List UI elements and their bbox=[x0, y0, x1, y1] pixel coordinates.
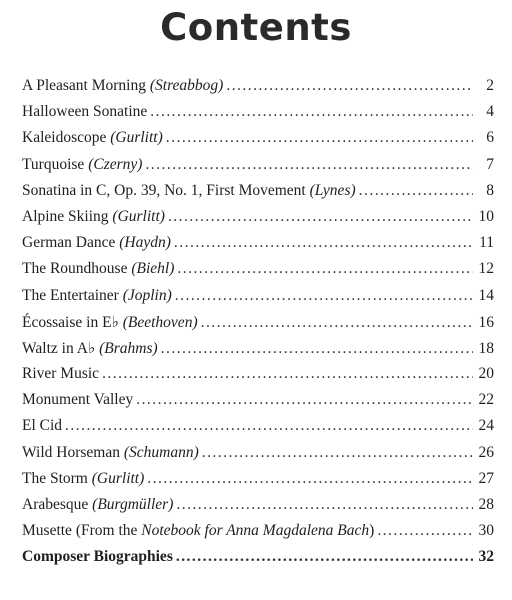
piece-title: A Pleasant Morning bbox=[22, 77, 146, 94]
page-number: 8 bbox=[486, 181, 494, 199]
table-of-contents bbox=[22, 77, 494, 575]
page-number: 14 bbox=[478, 286, 494, 304]
entry-title bbox=[22, 77, 223, 95]
piece-title: Sonatina in C, Op. 39, No. 1, First Movement bbox=[22, 181, 306, 199]
page-number: 7 bbox=[486, 155, 494, 173]
composer-name: (Brahms) bbox=[99, 339, 158, 357]
dot-leader bbox=[177, 260, 473, 278]
dot-leader bbox=[201, 314, 473, 332]
entry-title bbox=[22, 287, 172, 305]
composer-name: (Czerny) bbox=[88, 155, 143, 173]
entry-title bbox=[22, 417, 62, 435]
page-number: 28 bbox=[478, 496, 494, 513]
piece-title: The Entertainer bbox=[22, 286, 119, 304]
source-suffix: ) bbox=[369, 522, 375, 540]
page-title: Contents bbox=[160, 6, 352, 49]
entry-title bbox=[22, 208, 165, 226]
piece-title: Halloween Sonatine bbox=[22, 103, 148, 121]
entry-title bbox=[22, 182, 356, 200]
toc-entry bbox=[22, 522, 494, 548]
toc-entry bbox=[22, 77, 494, 103]
composer-name: (Haydn) bbox=[119, 234, 171, 252]
piece-title: Kaleidoscope bbox=[22, 129, 107, 147]
toc-entry bbox=[22, 260, 494, 286]
composer-name: (Lynes) bbox=[309, 181, 356, 199]
dot-leader bbox=[202, 444, 473, 462]
composer-name: (Burgmüller) bbox=[92, 496, 174, 513]
piece-title: River Music bbox=[22, 365, 100, 383]
toc-entry bbox=[22, 234, 494, 260]
dot-leader bbox=[174, 234, 473, 252]
dot-leader bbox=[176, 496, 473, 514]
page-number: 12 bbox=[478, 260, 494, 278]
piece-title: Wild Horseman bbox=[22, 443, 120, 461]
page-number: 10 bbox=[478, 207, 494, 225]
page-number: 22 bbox=[478, 391, 494, 409]
page-number: 18 bbox=[478, 339, 494, 357]
toc-entry bbox=[22, 129, 494, 155]
piece-title: Écossaise in E♭ bbox=[22, 313, 119, 331]
page-number: 11 bbox=[479, 234, 494, 252]
dot-leader bbox=[168, 208, 473, 226]
entry-title bbox=[22, 234, 171, 252]
piece-title: German Dance bbox=[22, 234, 116, 252]
page-number: 30 bbox=[478, 522, 494, 540]
composer-name: (Gurlitt) bbox=[110, 129, 163, 147]
piece-title: Monument Valley bbox=[22, 391, 134, 409]
dot-leader bbox=[166, 129, 473, 147]
composer-name: (Beethoven) bbox=[122, 313, 198, 331]
page-number: 4 bbox=[486, 103, 494, 121]
dot-leader bbox=[377, 522, 473, 540]
composer-name: (Gurlitt) bbox=[91, 469, 145, 487]
piece-title: Turquoise bbox=[22, 155, 85, 173]
dot-leader bbox=[136, 391, 473, 409]
dot-leader bbox=[145, 156, 473, 174]
toc-entry bbox=[22, 548, 494, 574]
dot-leader bbox=[359, 182, 473, 200]
dot-leader bbox=[176, 548, 473, 566]
toc-entry bbox=[22, 496, 494, 522]
toc-entry bbox=[22, 182, 494, 208]
page-number: 20 bbox=[478, 365, 494, 383]
composer-name: (Streabbog) bbox=[149, 77, 224, 94]
piece-title: Arabesque bbox=[22, 496, 89, 513]
page-number: 26 bbox=[478, 443, 494, 461]
toc-entry bbox=[22, 287, 494, 313]
entry-title bbox=[22, 496, 173, 514]
source-prefix: (From the bbox=[75, 522, 142, 540]
entry-title bbox=[22, 391, 133, 409]
page-number: 16 bbox=[478, 313, 494, 331]
toc-entry bbox=[22, 470, 494, 496]
page-number: 2 bbox=[486, 77, 494, 94]
page-number: 32 bbox=[478, 548, 494, 566]
toc-entry bbox=[22, 156, 494, 182]
entry-title bbox=[22, 522, 374, 540]
entry-title bbox=[22, 339, 158, 358]
piece-title: Musette bbox=[22, 522, 72, 540]
toc-entry bbox=[22, 365, 494, 391]
dot-leader bbox=[150, 103, 473, 121]
toc-entry bbox=[22, 339, 494, 365]
dot-leader bbox=[147, 470, 473, 488]
entry-title bbox=[22, 129, 163, 147]
dot-leader bbox=[161, 340, 473, 358]
page-number: 6 bbox=[486, 129, 494, 147]
toc-entry bbox=[22, 417, 494, 443]
toc-entry bbox=[22, 391, 494, 417]
toc-entry bbox=[22, 208, 494, 234]
composer-name: (Joplin) bbox=[122, 286, 172, 304]
toc-entry bbox=[22, 444, 494, 470]
piece-title: The Roundhouse bbox=[22, 260, 128, 278]
piece-title: El Cid bbox=[22, 417, 63, 435]
entry-title bbox=[22, 470, 144, 488]
dot-leader bbox=[65, 417, 473, 435]
entry-title bbox=[22, 156, 142, 174]
composer-name: (Gurlitt) bbox=[112, 207, 165, 225]
dot-leader bbox=[175, 287, 473, 305]
piece-title: Waltz in A♭ bbox=[22, 339, 96, 357]
entry-title bbox=[22, 260, 174, 278]
composer-name: (Biehl) bbox=[131, 260, 175, 278]
piece-title: The Storm bbox=[22, 469, 88, 487]
entry-title bbox=[22, 313, 198, 332]
entry-title bbox=[22, 548, 173, 566]
toc-entry bbox=[22, 313, 494, 339]
entry-title bbox=[22, 444, 199, 462]
piece-title: Composer Biographies bbox=[22, 548, 173, 566]
entry-title bbox=[22, 103, 147, 121]
source-title: Notebook for Anna Magdalena Bach bbox=[141, 522, 370, 540]
page-number: 24 bbox=[478, 417, 494, 435]
dot-leader bbox=[226, 77, 473, 95]
entry-title bbox=[22, 365, 99, 383]
composer-name: (Schumann) bbox=[123, 443, 199, 461]
piece-title: Alpine Skiing bbox=[22, 207, 109, 225]
dot-leader bbox=[102, 365, 473, 383]
toc-entry bbox=[22, 103, 494, 129]
page-number: 27 bbox=[478, 469, 494, 487]
